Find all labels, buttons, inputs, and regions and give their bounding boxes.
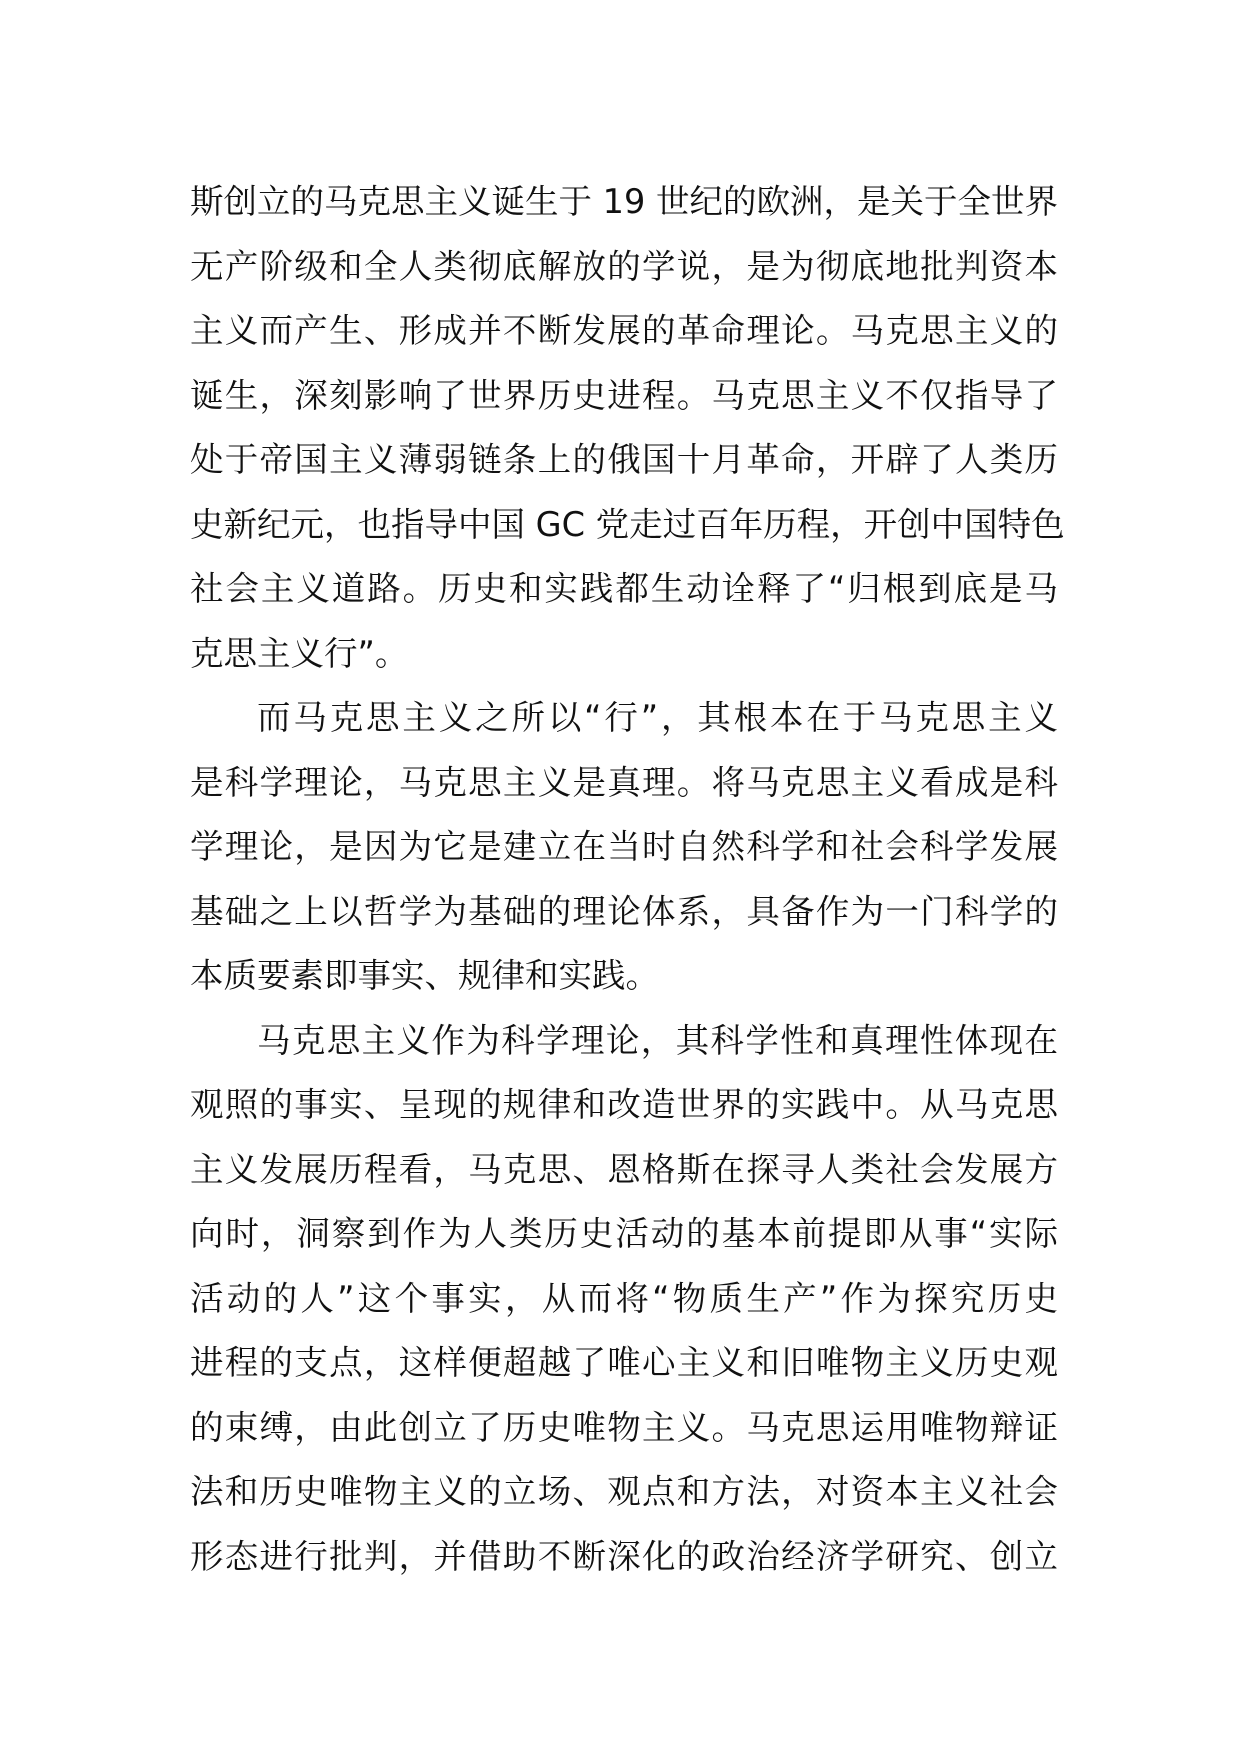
paragraph-1-line-5: 处于帝国主义薄弱链条上的俄国十月革命，开辟了人类历 <box>190 440 1058 479</box>
paragraph-2-line-2: 是科学理论，马克思主义是真理。将马克思主义看成是科 <box>190 762 1058 802</box>
paragraph-3-line-8: 法和历史唯物主义的立场、观点和方法，对资本主义社会 <box>190 1472 1058 1511</box>
paragraph-2-line-1: 而马克思主义之所以“行”，其根本在于马克思主义 <box>257 698 1058 737</box>
document-body <box>190 170 1065 1589</box>
paragraph-1-line-1: 斯创立的马克思主义诞生于 19 世纪的欧洲，是关于全世界 <box>190 182 1058 221</box>
paragraph-3-line-6: 进程的支点，这样便超越了唯心主义和旧唯物主义历史观 <box>190 1343 1058 1382</box>
paragraph-1-line-7: 社会主义道路。历史和实践都生动诠释了“归根到底是马 <box>190 569 1058 608</box>
paragraph-1-line-8: 克思主义行”。 <box>190 633 409 673</box>
paragraph-2-line-3: 学理论，是因为它是建立在当时自然科学和社会科学发展 <box>190 827 1058 866</box>
paragraph-3-line-1: 马克思主义作为科学理论，其科学性和真理性体现在 <box>257 1020 1058 1060</box>
paragraph-1-line-3: 主义而产生、形成并不断发展的革命理论。马克思主义的 <box>190 311 1058 350</box>
paragraph-3-line-2: 观照的事实、呈现的规律和改造世界的实践中。从马克思 <box>190 1085 1058 1124</box>
paragraph-3-line-4: 向时，洞察到作为人类历史活动的基本前提即从事“实际 <box>190 1214 1058 1253</box>
paragraph-3-line-7: 的束缚，由此创立了历史唯物主义。马克思运用唯物辩证 <box>190 1407 1058 1447</box>
paragraph-2-line-4: 基础之上以哲学为基础的理论体系，具备作为一门科学的 <box>190 891 1058 931</box>
paragraph-3-line-3: 主义发展历程看，马克思、恩格斯在探寻人类社会发展方 <box>190 1149 1058 1189</box>
paragraph-2-line-5: 本质要素即事实、规律和实践。 <box>190 956 659 995</box>
paragraph-3-line-9: 形态进行批判，并借助不断深化的政治经济学研究、创立 <box>190 1536 1058 1576</box>
paragraph-1-line-4: 诞生，深刻影响了世界历史进程。马克思主义不仅指导了 <box>190 375 1058 415</box>
paragraph-1-line-6: 史新纪元，也指导中国 GC 党走过百年历程，开创中国特色 <box>190 504 1065 544</box>
paragraph-1-line-2: 无产阶级和全人类彻底解放的学说，是为彻底地批判资本 <box>190 246 1058 286</box>
paragraph-3-line-5: 活动的人”这个事实，从而将“物质生产”作为探究历史 <box>190 1278 1058 1318</box>
